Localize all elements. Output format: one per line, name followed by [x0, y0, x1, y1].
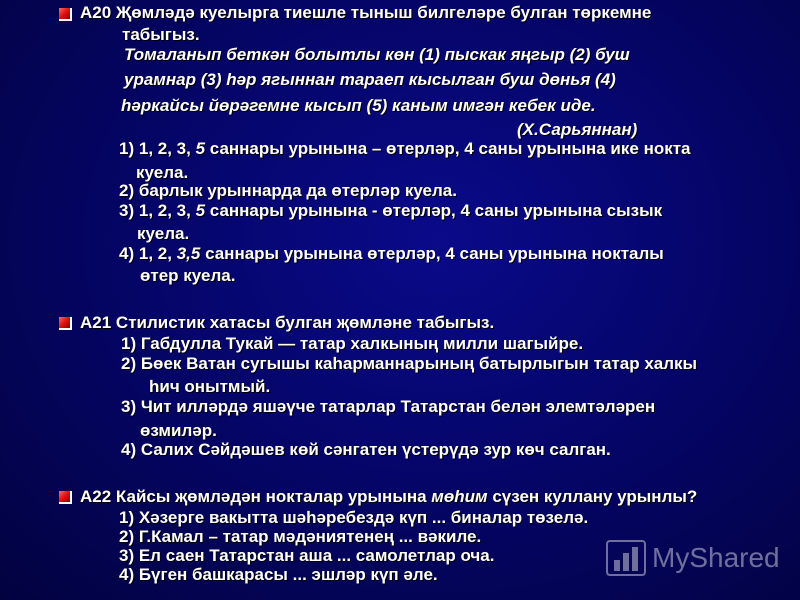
- question-prompt-end: сүзен куллану урынлы?: [492, 487, 698, 506]
- answer-option: 4) Бүген башкарасы ... эшләр күп әле.: [119, 565, 438, 584]
- answer-option-cont: өтер куела.: [140, 266, 236, 285]
- answer-option: 1) Хәзерге вакытта шәһәребездә күп ... биналар төзелә.: [119, 508, 589, 527]
- question-a21-prompt: [80, 313, 494, 333]
- chart-bars-icon: [606, 540, 646, 576]
- watermark: [606, 538, 796, 578]
- bullet-icon: [59, 8, 72, 21]
- question-prompt: Җөмләдә куелырга тиешле тыныш билгеләре булган төркемне: [115, 3, 652, 22]
- question-a20-prompt: [80, 3, 651, 23]
- bullet-icon: [59, 317, 72, 330]
- question-prompt: Стилистик хатасы булган җөмләне табыгыз.: [115, 313, 495, 332]
- answer-option: 3) Ел саен Татарстан аша ... самолетлар оча.: [119, 546, 495, 565]
- watermark-text: MyShared: [652, 542, 780, 573]
- answer-option-cont: куела.: [136, 163, 189, 182]
- question-id: A22: [80, 487, 112, 506]
- quote-line: һәркайсы йөрәгемне кысып (5) каным имгән кебек иде.: [121, 96, 596, 115]
- answer-option-cont: һич онытмый.: [149, 377, 271, 396]
- quote-line: урамнар (3) һәр ягыннан тараеп кысылган буш дөнья (4): [124, 70, 616, 89]
- question-a22-prompt: [80, 487, 697, 507]
- quote-attribution: (Х.Сарьяннан): [517, 120, 638, 139]
- answer-option: 4) 1, 2, 3,5 саннары урынына өтерләр, 4 саны урынына нокталы: [119, 244, 664, 263]
- answer-option: 1) 1, 2, 3, 5 саннары урынына – өтерләр, 4 саны урынына ике нокта: [119, 139, 691, 158]
- answer-option: 3) 1, 2, 3, 5 саннары урынына - өтерләр, 4 саны урынына сызык: [119, 201, 663, 220]
- answer-option: 2) Бөек Ватан сугышы каһарманнарының батырлыгын татар халкы: [121, 354, 698, 373]
- question-prompt: Кайсы җөмләдән нокталар урынына: [115, 487, 427, 506]
- answer-option: 4) Салих Сәйдәшев көй сәнгатен үстерүдә зур көч салган.: [121, 440, 611, 459]
- answer-option: 1) Габдулла Тукай — татар халкының милли шагыйре.: [121, 334, 584, 353]
- question-id: A20: [80, 3, 112, 22]
- question-keyword: мөһим: [431, 487, 488, 506]
- question-a20-prompt-cont: табыгыз.: [122, 25, 200, 44]
- bullet-icon: [59, 491, 72, 504]
- quote-line: Томаланып беткән болытлы көн (1) пыскак яңгыр (2) буш: [124, 45, 630, 64]
- answer-option-cont: өзмиләр.: [140, 421, 217, 440]
- answer-option: 2) Г.Камал – татар мәдәниятенең ... вәкиле.: [119, 527, 482, 546]
- question-id: A21: [80, 313, 112, 332]
- answer-option: 3) Чит илләрдә яшәүче татарлар Татарстан белән элемтәләрен: [121, 397, 656, 416]
- answer-option-cont: куела.: [137, 224, 190, 243]
- answer-option: 2) барлык урыннарда да өтерләр куела.: [119, 181, 457, 200]
